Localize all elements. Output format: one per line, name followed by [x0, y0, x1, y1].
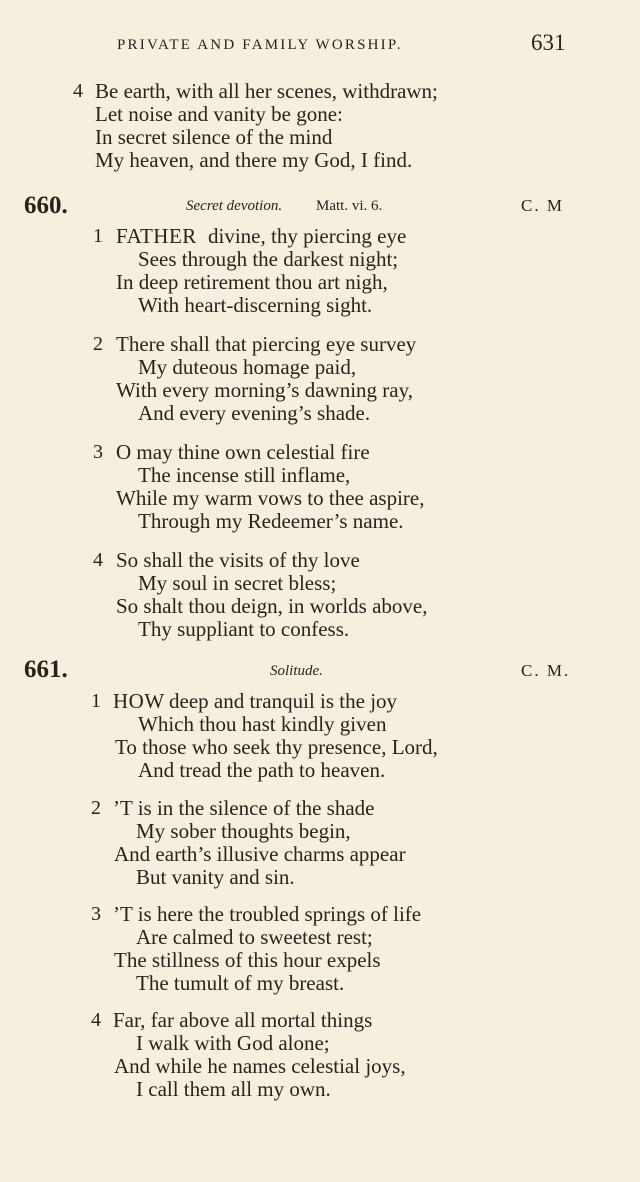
verse-line: O may thine own celestial fire — [116, 440, 370, 464]
stanza-number: 2 — [93, 333, 103, 355]
verse-line: The stillness of this hour expels — [114, 948, 381, 972]
verse-line: ’T is in the silence of the shade — [113, 796, 375, 820]
verse-line: My heaven, and there my God, I find. — [95, 148, 413, 172]
stanza-number: 1 — [91, 690, 101, 712]
stanza-number: 2 — [91, 797, 101, 819]
hymn-meter: C. M. — [521, 661, 571, 680]
verse-line: Let noise and vanity be gone: — [95, 102, 343, 126]
verse-line: The incense still inflame, — [138, 463, 351, 487]
verse-line: I walk with God alone; — [136, 1031, 330, 1055]
verse-line: Thy suppliant to confess. — [138, 617, 350, 641]
hymn-meter: C. M — [521, 196, 564, 215]
verse-line: So shall the visits of thy love — [116, 548, 360, 572]
stanza-number: 3 — [91, 903, 101, 925]
verse-line: In secret silence of the mind — [95, 125, 333, 149]
verse-line: ’T is here the troubled springs of life — [113, 902, 422, 926]
verse-line: I call them all my own. — [136, 1077, 331, 1101]
page-number: 631 — [531, 30, 566, 55]
verse-line: With every morning’s dawning ray, — [116, 378, 413, 402]
verse-line: Far, far above all mortal things — [113, 1008, 373, 1032]
verse-line: The tumult of my breast. — [136, 971, 345, 995]
hymn-number: 660. — [24, 192, 68, 219]
scripture-reference: Matt. vi. 6. — [316, 198, 383, 214]
verse-line: With heart-discerning sight. — [138, 293, 373, 317]
verse-line: And every evening’s shade. — [138, 401, 371, 425]
verse-line: My duteous homage paid, — [138, 355, 357, 379]
verse-line: And tread the path to heaven. — [138, 758, 386, 782]
verse-line: And earth’s illusive charms appear — [114, 842, 406, 866]
verse-line: divine, thy piercing eye — [208, 224, 407, 248]
verse-line: Sees through the darkest night; — [138, 247, 399, 271]
stanza-first-word: FATHER — [116, 224, 197, 248]
verse-line: My soul in secret bless; — [138, 571, 337, 595]
verse-line: While my warm vows to thee aspire, — [116, 486, 425, 510]
verse-line: In deep retirement thou art nigh, — [116, 270, 388, 294]
verse-line: Which thou hast kindly given — [138, 712, 387, 736]
verse-line: But vanity and sin. — [136, 865, 295, 889]
hymn-title: Secret devotion. — [186, 198, 283, 214]
verse-line: So shalt thou deign, in worlds above, — [116, 594, 428, 618]
verse-line: Be earth, with all her scenes, withdrawn; — [95, 79, 438, 103]
verse-line: And while he names celestial joys, — [114, 1054, 406, 1078]
verse-line: Through my Redeemer’s name. — [138, 509, 404, 533]
stanza-number: 3 — [93, 441, 103, 463]
hymn-title: Solitude. — [270, 663, 323, 679]
page-header — [0, 30, 640, 60]
stanza-number: 4 — [93, 549, 103, 571]
verse-line: There shall that piercing eye survey — [116, 332, 417, 356]
verse-line: deep and tranquil is the joy — [169, 689, 398, 713]
stanza-number: 4 — [91, 1009, 101, 1031]
stanza-number: 4 — [73, 80, 83, 102]
stanza-number: 1 — [93, 225, 103, 247]
verse-line: Are calmed to sweetest rest; — [136, 925, 373, 949]
hymn-number: 661. — [24, 656, 68, 683]
running-head: PRIVATE AND FAMILY WORSHIP. — [117, 37, 403, 53]
verse-line: To those who seek thy presence, Lord, — [115, 735, 438, 759]
verse-line: My sober thoughts begin, — [136, 819, 351, 843]
stanza-first-word: HOW — [113, 689, 165, 713]
